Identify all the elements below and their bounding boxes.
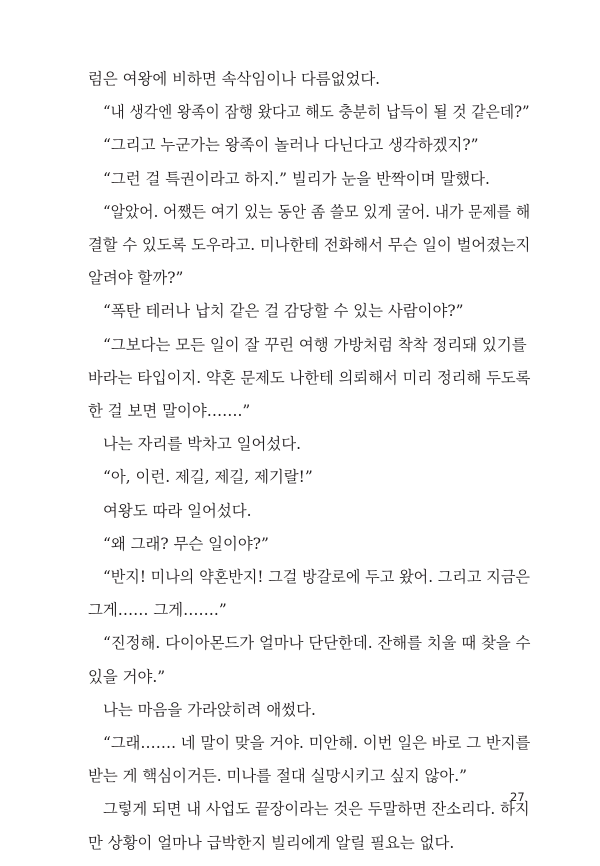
paragraph [88,727,530,760]
text-line: 바라는 타입이지. 약혼 문제도 나한테 의뢰해서 미리 정리해 두도록 [88,368,531,387]
text-line: 알려야 할까?” [88,269,184,288]
paragraph [88,694,530,727]
text-line: “반지! 미나의 약혼반지! 그걸 방갈로에 두고 왔어. 그리고 지금은 [103,568,530,587]
text-line: “그보다는 모든 일이 잘 꾸린 여행 가방처럼 착착 정리돼 있기를 [103,335,527,354]
text-line: “알았어. 어쨌든 여기 있는 동안 좀 쓸모 있게 굴어. 내가 문제를 해 [103,202,531,221]
paragraph [88,295,530,328]
body-text [88,63,530,860]
text-line: “내 생각엔 왕족이 잠행 왔다고 해도 충분히 납득이 될 것 같은데?” [103,103,530,122]
paragraph-continuation [88,827,530,860]
paragraph [88,793,530,826]
paragraph-continuation [88,362,530,428]
paragraph [88,96,530,129]
text-line: “왜 그래? 무슨 일이야?” [103,534,269,553]
paragraph-continuation [88,594,530,627]
paragraph [88,129,530,162]
text-line: “폭탄 테러나 납치 같은 걸 감당할 수 있는 사람이야?” [103,302,464,321]
paragraph-continuation [88,229,530,295]
paragraph [88,428,530,461]
paragraph [88,63,530,96]
text-line: “아, 이런. 제길, 제길, 제기랄!” [103,468,313,487]
paragraph-continuation [88,760,530,793]
text-line: 럼은 여왕에 비하면 속삭임이나 다름없었다. [88,70,381,88]
text-line: 그렇게 되면 내 사업도 끝장이라는 것은 두말하면 잔소리다. 하지 [103,800,530,819]
paragraph [88,528,530,561]
text-line: 그게…… 그게…….” [88,601,227,620]
paragraph [88,461,530,494]
text-line: 있을 거야.” [88,667,166,686]
text-line: “그리고 누군가는 왕족이 놀러나 다닌다고 생각하겠지?” [103,136,479,155]
paragraph [88,495,530,528]
text-line: “그래……. 네 말이 맞을 거야. 미안해. 이번 일은 바로 그 반지를 [103,734,531,753]
text-line: 여왕도 따라 일어섰다. [103,501,252,520]
text-line: “진정해. 다이아몬드가 얼마나 단단한데. 잔해를 치울 때 찾을 수 [103,634,531,653]
text-line: 나는 자리를 박차고 일어섰다. [103,435,301,454]
paragraph-continuation [88,661,530,694]
paragraph [88,561,530,594]
page-number: 27 [510,790,525,804]
paragraph [88,329,530,362]
text-line: “그런 걸 특권이라고 하지.” 빌리가 눈을 반짝이며 말했다. [103,169,490,188]
paragraph [88,163,530,196]
text-line: 나는 마음을 가라앉히려 애썼다. [103,700,316,719]
text-line: 결할 수 있도록 도우라고. 미나한테 전화해서 무슨 일이 벌어졌는지 [88,236,531,255]
text-line: 받는 게 핵심이거든. 미나를 절대 실망시키고 싶지 않아.” [88,767,467,786]
paragraph [88,196,530,229]
text-line: 만 상황이 얼마나 급박한지 빌리에게 알릴 필요는 없다. [88,833,455,852]
text-line: 한 걸 보면 말이야…….” [88,402,251,421]
paragraph [88,627,530,660]
